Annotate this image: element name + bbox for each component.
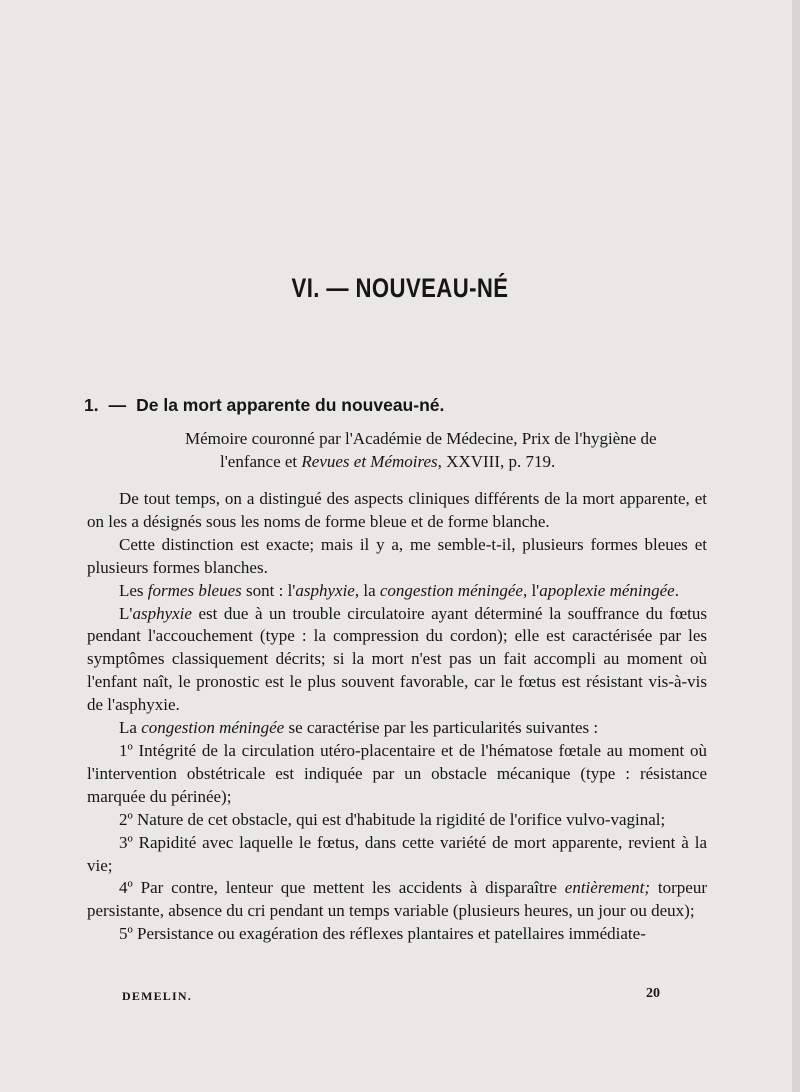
paragraph-9	[87, 877, 707, 923]
paragraph-10: 5º Persistance ou exagération des réflexes plantaires et patellaires immédiate-	[119, 924, 646, 944]
section-dash: —	[108, 395, 127, 415]
p4-text-b: est due à un trouble circulatoire ayant déterminé la souffrance du fœtus pendant l'accouchement (type : la compression du cordon); elle est caractérisée par les symptômes classiquement décrits; si la mort n'est pas un fait accompli au moment où l'enfant naît, le pronostic est le plus souvent favorable, car le fœtus est résistant vis-à-vis de l'asphyxie.	[87, 603, 707, 715]
paragraph-7: 2º Nature de cet obstacle, qui est d'habitude la rigidité de l'orifice vulvo-vaginal;	[119, 809, 666, 829]
paragraph-6: 1º Intégrité de la circulation utéro-placentaire et de l'hématose fœtale au moment où l'intervention obstétricale est indiquée par un obstacle mécanique (type : résistance marquée du périnée);	[87, 740, 707, 806]
memoire-citation	[185, 428, 708, 474]
p4-term-asphyxie: asphyxie	[132, 603, 192, 623]
p4-text-a: L'	[119, 603, 133, 623]
body-text	[87, 488, 707, 946]
paragraph-1: De tout temps, on a distingué des aspects cliniques différents de la mort apparente, et on les a désignés sous les noms de forme bleue et de forme blanche.	[87, 489, 707, 531]
p3-text-c: , la	[354, 580, 380, 600]
p9-term-entierement: entièrement;	[564, 878, 651, 898]
paragraph-4	[87, 603, 707, 718]
paragraph-3	[87, 580, 707, 603]
p3-text-d: , l'	[522, 580, 540, 600]
paragraph-5	[87, 717, 707, 740]
memoire-line-2-ref: , XXVIII, p. 719.	[437, 451, 556, 471]
footer-page-number: 20	[646, 986, 660, 1001]
memoire-line-2-text: l'enfance et	[220, 451, 302, 471]
paragraph-8: 3º Rapidité avec laquelle le fœtus, dans cette variété de mort apparente, revient à la vie;	[87, 832, 707, 875]
p5-text-a: La	[119, 718, 142, 738]
footer-signature: DEMELIN.	[122, 989, 192, 1003]
p3-term-asphyxie: asphyxie	[295, 580, 355, 600]
memoire-line-2	[185, 451, 708, 474]
section-title: De la mort apparente du nouveau-né.	[136, 395, 445, 415]
section-number: 1.	[84, 395, 99, 415]
paragraph-2: Cette distinction est exacte; mais il y a, me semble-t-il, plusieurs formes bleues et plusieurs formes blanches.	[87, 534, 707, 577]
p5-term-congestion: congestion méningée	[141, 718, 285, 738]
p3-term-apoplexie: apoplexie méningée	[539, 580, 675, 600]
p3-text-e: .	[674, 580, 679, 600]
p3-term-formes-bleues: formes bleues	[147, 580, 242, 600]
memoire-journal-title: Revues et Mémoires	[301, 451, 438, 471]
memoire-line-1: Mémoire couronné par l'Académie de Médecine, Prix de l'hygiène de	[185, 429, 657, 448]
p3-term-congestion: congestion méningée	[379, 580, 523, 600]
p9-text-a: 4º Par contre, lenteur que mettent les accidents à disparaître	[119, 878, 565, 898]
p3-text-b: sont : l'	[241, 580, 296, 600]
chapter-title: VI. — NOUVEAU-NÉ	[291, 273, 509, 303]
page-edge-shadow	[792, 0, 800, 1092]
section-heading	[84, 395, 444, 416]
p9-text-b: torpeur persistante, absence du cri pendant un temps variable (plusieurs heures, un jour ou deux);	[87, 878, 707, 921]
p3-text-a: Les	[119, 580, 148, 600]
p5-text-b: se caractérise par les particularités suivantes :	[284, 718, 599, 738]
